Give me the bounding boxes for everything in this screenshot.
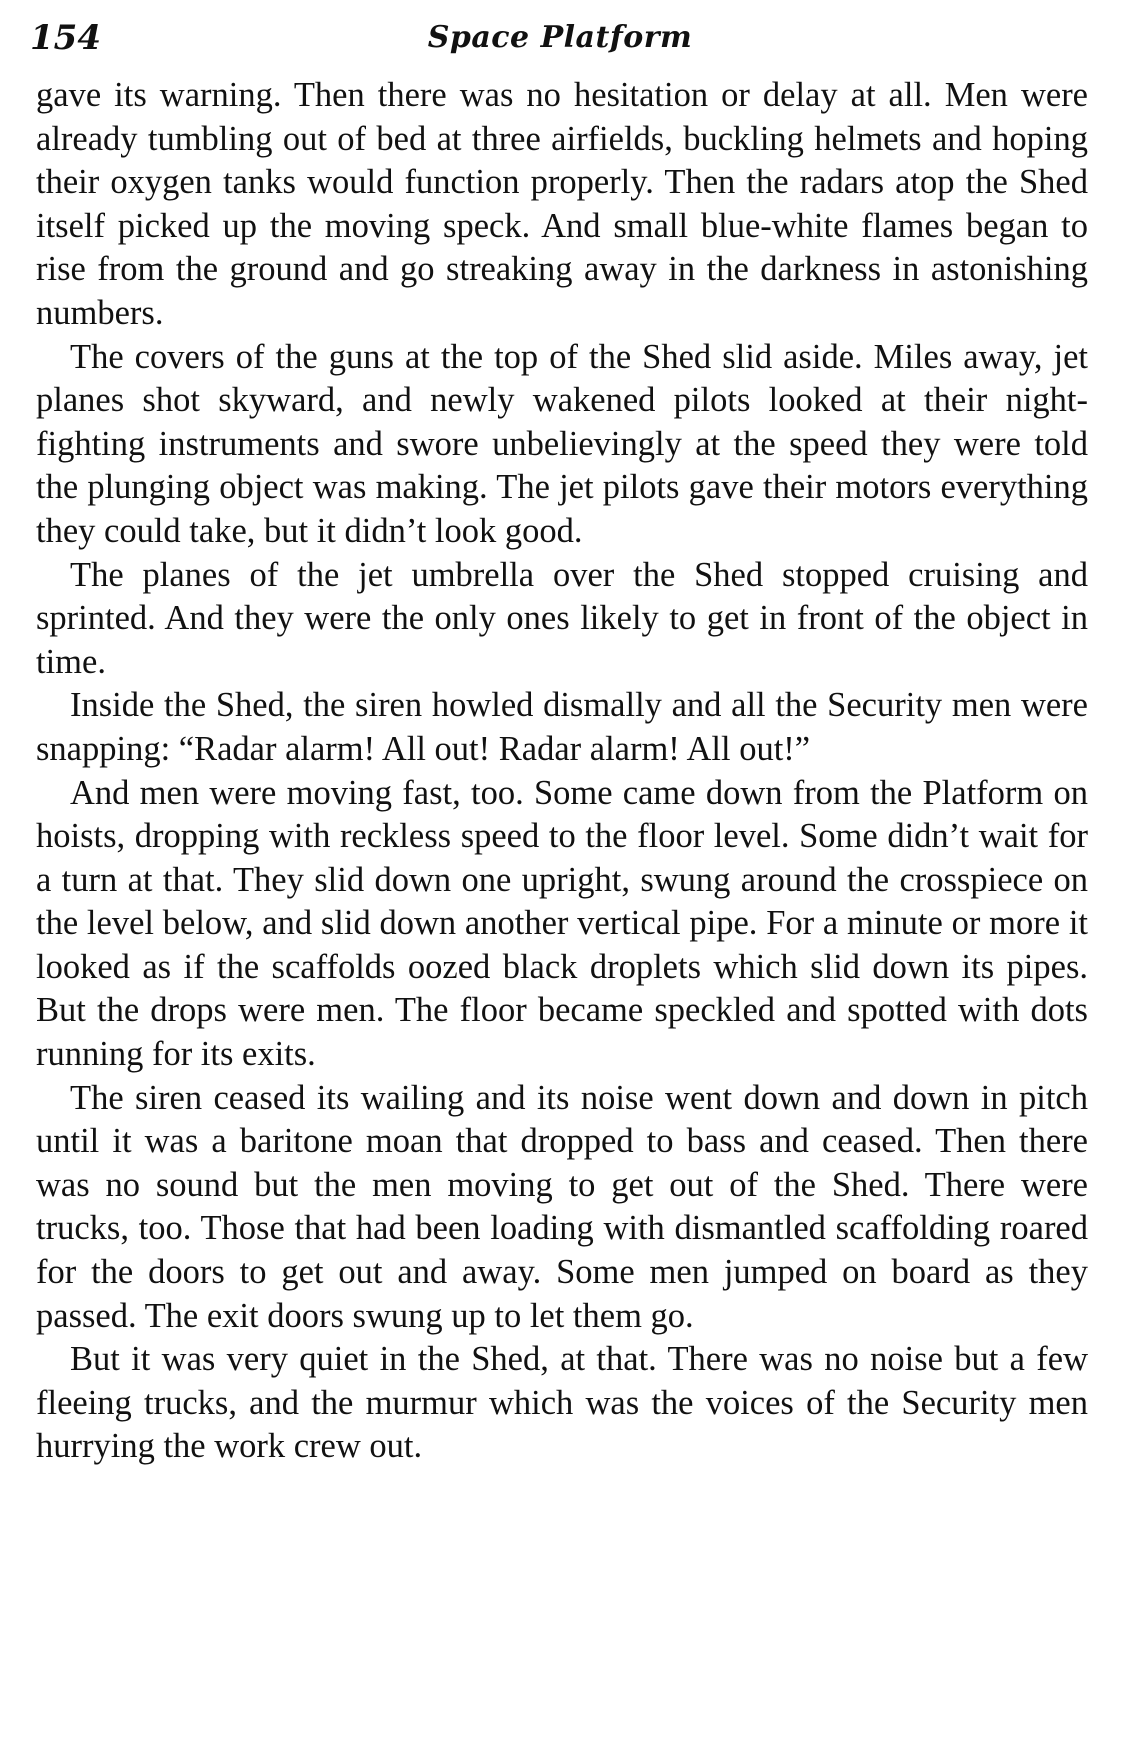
paragraph-continued: gave its warning. Then there was no hesitation or delay at all. Men were already tumbling out of bed at three airfields, buckling helmets and hoping their oxygen tanks would function properly. Then the radars atop the Shed itself picked up the moving speck. And small blue-white flames began to rise from the ground and go streaking away in the darkness in astonishing numbers. [36, 76, 1088, 332]
paragraph: The planes of the jet umbrella over the Shed stopped cruising and sprinted. And they were the only ones likely to get in front of the object in time. [36, 555, 1088, 681]
paragraph: And men were moving fast, too. Some came down from the Platform on hoists, dropping with reckless speed to the floor level. Some didn’t wait for a turn at that. They slid down one upright, swung around the crosspiece on the level below, and slid down another vertical pipe. For a minute or more it looked as if the scaffolds oozed black droplets which slid down its pipes. But the drops were men. The floor became speckled and spotted with dots running for its exits. [36, 773, 1088, 1074]
paragraph: But it was very quiet in the Shed, at that. There was no noise but a few fleeing trucks, and the murmur which was the voices of the Security men hurrying the work crew out. [36, 1340, 1088, 1466]
paragraph: The siren ceased its wailing and its noise went down and down in pitch until it was a baritone moan that dropped to bass and ceased. Then there was no sound but the men moving to get out of the Shed. There were trucks, too. Those that had been loading with dismantled scaffolding roared for the doors to get out and away. Some men jumped on board as they passed. The exit doors swung up to let them go. [36, 1078, 1088, 1335]
paragraph: Inside the Shed, the siren howled dismally and all the Security men were snapping: “Radar alarm! All out! Radar alarm! All out!” [36, 686, 1088, 768]
book-title: Space Platform [427, 20, 693, 55]
running-head [30, 10, 1090, 70]
paragraph: The covers of the guns at the top of the Shed slid aside. Miles away, jet planes shot skyward, and newly wakened pilots looked at their night-fighting instruments and swore unbelievingly at the speed they were told the plunging object was making. The jet pilots gave their motors everything they could take, but it didn’t look good. [36, 337, 1088, 550]
body-text [36, 74, 1088, 1469]
page-number: 154 [30, 18, 101, 58]
